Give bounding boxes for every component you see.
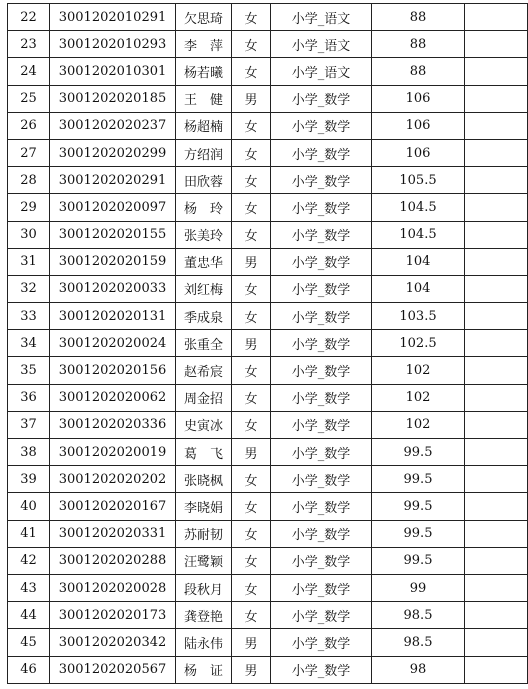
subject-cell: 小学_语文 (271, 58, 372, 85)
table-row (8, 303, 528, 330)
exam-id-cell: 3001202020288 (50, 547, 176, 574)
table-row (8, 167, 528, 194)
gender-cell: 女 (232, 31, 271, 58)
candidate-name-cell: 欠思琦 (176, 4, 232, 31)
score-cell: 102 (372, 357, 465, 384)
subject-cell: 小学_数学 (271, 439, 372, 466)
row-number-cell: 40 (8, 493, 50, 520)
empty-cell-cell (465, 629, 528, 656)
exam-id-cell: 3001202020028 (50, 574, 176, 601)
score-cell: 99.5 (372, 547, 465, 574)
score-cell: 102 (372, 384, 465, 411)
table-row (8, 520, 528, 547)
row-number-cell: 39 (8, 466, 50, 493)
exam-id-cell: 3001202020019 (50, 439, 176, 466)
subject-cell: 小学_数学 (271, 466, 372, 493)
subject-cell: 小学_数学 (271, 411, 372, 438)
empty-cell-cell (465, 4, 528, 31)
score-cell: 99.5 (372, 493, 465, 520)
row-number-cell: 27 (8, 139, 50, 166)
score-cell: 104 (372, 275, 465, 302)
table-row (8, 4, 528, 31)
gender-cell: 男 (232, 629, 271, 656)
empty-cell-cell (465, 221, 528, 248)
exam-id-cell: 3001202020062 (50, 384, 176, 411)
row-number-cell: 36 (8, 384, 50, 411)
gender-cell: 男 (232, 439, 271, 466)
gender-cell: 女 (232, 4, 271, 31)
row-number-cell: 38 (8, 439, 50, 466)
exam-id-cell: 3001202020155 (50, 221, 176, 248)
subject-cell: 小学_数学 (271, 629, 372, 656)
subject-cell: 小学_数学 (271, 275, 372, 302)
gender-cell: 女 (232, 275, 271, 302)
gender-cell: 女 (232, 357, 271, 384)
candidate-name-cell: 杨 玲 (176, 194, 232, 221)
empty-cell-cell (465, 194, 528, 221)
candidate-name-cell: 杨若曦 (176, 58, 232, 85)
empty-cell-cell (465, 58, 528, 85)
exam-id-cell: 3001202020291 (50, 167, 176, 194)
score-table (7, 3, 528, 684)
exam-id-cell: 3001202020024 (50, 330, 176, 357)
gender-cell: 女 (232, 139, 271, 166)
table-row (8, 629, 528, 656)
exam-id-cell: 3001202020159 (50, 248, 176, 275)
exam-id-cell: 3001202020131 (50, 303, 176, 330)
empty-cell-cell (465, 547, 528, 574)
row-number-cell: 26 (8, 112, 50, 139)
table-row (8, 466, 528, 493)
gender-cell: 男 (232, 248, 271, 275)
row-number-cell: 35 (8, 357, 50, 384)
subject-cell: 小学_数学 (271, 330, 372, 357)
row-number-cell: 34 (8, 330, 50, 357)
score-cell: 106 (372, 139, 465, 166)
gender-cell: 女 (232, 466, 271, 493)
row-number-cell: 33 (8, 303, 50, 330)
table-row (8, 139, 528, 166)
row-number-cell: 25 (8, 85, 50, 112)
exam-id-cell: 3001202020167 (50, 493, 176, 520)
table-row (8, 85, 528, 112)
score-cell: 102.5 (372, 330, 465, 357)
candidate-name-cell: 张重全 (176, 330, 232, 357)
score-cell: 98.5 (372, 629, 465, 656)
subject-cell: 小学_数学 (271, 656, 372, 683)
empty-cell-cell (465, 520, 528, 547)
gender-cell: 女 (232, 58, 271, 85)
candidate-name-cell: 葛 飞 (176, 439, 232, 466)
exam-id-cell: 3001202010291 (50, 4, 176, 31)
table-row (8, 574, 528, 601)
gender-cell: 女 (232, 194, 271, 221)
table-row (8, 221, 528, 248)
row-number-cell: 44 (8, 602, 50, 629)
row-number-cell: 31 (8, 248, 50, 275)
gender-cell: 女 (232, 221, 271, 248)
row-number-cell: 42 (8, 547, 50, 574)
row-number-cell: 22 (8, 4, 50, 31)
subject-cell: 小学_数学 (271, 520, 372, 547)
empty-cell-cell (465, 85, 528, 112)
score-cell: 105.5 (372, 167, 465, 194)
table-row (8, 493, 528, 520)
row-number-cell: 30 (8, 221, 50, 248)
empty-cell-cell (465, 384, 528, 411)
candidate-name-cell: 季成泉 (176, 303, 232, 330)
exam-id-cell: 3001202020097 (50, 194, 176, 221)
empty-cell-cell (465, 167, 528, 194)
row-number-cell: 46 (8, 656, 50, 683)
subject-cell: 小学_数学 (271, 384, 372, 411)
subject-cell: 小学_语文 (271, 4, 372, 31)
row-number-cell: 45 (8, 629, 50, 656)
table-row (8, 58, 528, 85)
candidate-name-cell: 苏耐韧 (176, 520, 232, 547)
table-row (8, 248, 528, 275)
empty-cell-cell (465, 303, 528, 330)
candidate-name-cell: 赵希宸 (176, 357, 232, 384)
exam-id-cell: 3001202020342 (50, 629, 176, 656)
subject-cell: 小学_数学 (271, 357, 372, 384)
empty-cell-cell (465, 466, 528, 493)
score-cell: 99.5 (372, 439, 465, 466)
subject-cell: 小学_数学 (271, 574, 372, 601)
subject-cell: 小学_数学 (271, 194, 372, 221)
exam-id-cell: 3001202010293 (50, 31, 176, 58)
empty-cell-cell (465, 112, 528, 139)
empty-cell-cell (465, 31, 528, 58)
subject-cell: 小学_数学 (271, 602, 372, 629)
table-row (8, 275, 528, 302)
row-number-cell: 29 (8, 194, 50, 221)
table-row (8, 194, 528, 221)
gender-cell: 男 (232, 85, 271, 112)
gender-cell: 女 (232, 547, 271, 574)
subject-cell: 小学_数学 (271, 248, 372, 275)
table-row (8, 384, 528, 411)
score-cell: 104.5 (372, 194, 465, 221)
empty-cell-cell (465, 574, 528, 601)
subject-cell: 小学_数学 (271, 493, 372, 520)
candidate-name-cell: 李晓娟 (176, 493, 232, 520)
gender-cell: 女 (232, 384, 271, 411)
exam-id-cell: 3001202020299 (50, 139, 176, 166)
score-cell: 104 (372, 248, 465, 275)
table-row (8, 602, 528, 629)
candidate-name-cell: 龚登艳 (176, 602, 232, 629)
subject-cell: 小学_数学 (271, 85, 372, 112)
score-cell: 104.5 (372, 221, 465, 248)
subject-cell: 小学_数学 (271, 139, 372, 166)
candidate-name-cell: 张晓枫 (176, 466, 232, 493)
subject-cell: 小学_数学 (271, 167, 372, 194)
exam-id-cell: 3001202020567 (50, 656, 176, 683)
candidate-name-cell: 田欣蓉 (176, 167, 232, 194)
candidate-name-cell: 周金招 (176, 384, 232, 411)
empty-cell-cell (465, 493, 528, 520)
score-cell: 98 (372, 656, 465, 683)
score-cell: 99.5 (372, 466, 465, 493)
candidate-name-cell: 杨 证 (176, 656, 232, 683)
score-cell: 98.5 (372, 602, 465, 629)
row-number-cell: 23 (8, 31, 50, 58)
candidate-name-cell: 陆永伟 (176, 629, 232, 656)
subject-cell: 小学_数学 (271, 221, 372, 248)
candidate-name-cell: 王 健 (176, 85, 232, 112)
candidate-name-cell: 董忠华 (176, 248, 232, 275)
empty-cell-cell (465, 357, 528, 384)
score-table-body (8, 4, 528, 684)
row-number-cell: 32 (8, 275, 50, 302)
table-row (8, 439, 528, 466)
candidate-name-cell: 刘红梅 (176, 275, 232, 302)
exam-id-cell: 3001202020185 (50, 85, 176, 112)
exam-id-cell: 3001202020331 (50, 520, 176, 547)
table-row (8, 31, 528, 58)
table-row (8, 411, 528, 438)
gender-cell: 女 (232, 520, 271, 547)
exam-id-cell: 3001202020033 (50, 275, 176, 302)
score-cell: 88 (372, 31, 465, 58)
exam-id-cell: 3001202020173 (50, 602, 176, 629)
score-cell: 103.5 (372, 303, 465, 330)
score-cell: 106 (372, 85, 465, 112)
row-number-cell: 24 (8, 58, 50, 85)
gender-cell: 男 (232, 656, 271, 683)
candidate-name-cell: 张美玲 (176, 221, 232, 248)
empty-cell-cell (465, 275, 528, 302)
gender-cell: 女 (232, 303, 271, 330)
subject-cell: 小学_数学 (271, 303, 372, 330)
gender-cell: 女 (232, 574, 271, 601)
empty-cell-cell (465, 411, 528, 438)
table-row (8, 547, 528, 574)
candidate-name-cell: 史寅冰 (176, 411, 232, 438)
exam-id-cell: 3001202020237 (50, 112, 176, 139)
gender-cell: 女 (232, 493, 271, 520)
table-row (8, 112, 528, 139)
subject-cell: 小学_数学 (271, 547, 372, 574)
empty-cell-cell (465, 656, 528, 683)
gender-cell: 女 (232, 112, 271, 139)
empty-cell-cell (465, 330, 528, 357)
empty-cell-cell (465, 139, 528, 166)
score-cell: 99.5 (372, 520, 465, 547)
score-cell: 88 (372, 4, 465, 31)
gender-cell: 女 (232, 167, 271, 194)
candidate-name-cell: 段秋月 (176, 574, 232, 601)
table-row (8, 357, 528, 384)
exam-id-cell: 3001202020202 (50, 466, 176, 493)
gender-cell: 女 (232, 602, 271, 629)
candidate-name-cell: 李 萍 (176, 31, 232, 58)
candidate-name-cell: 杨超楠 (176, 112, 232, 139)
score-cell: 99 (372, 574, 465, 601)
empty-cell-cell (465, 248, 528, 275)
exam-id-cell: 3001202010301 (50, 58, 176, 85)
candidate-name-cell: 方绍润 (176, 139, 232, 166)
gender-cell: 女 (232, 411, 271, 438)
exam-id-cell: 3001202020336 (50, 411, 176, 438)
score-cell: 88 (372, 58, 465, 85)
table-row (8, 656, 528, 683)
empty-cell-cell (465, 602, 528, 629)
subject-cell: 小学_数学 (271, 112, 372, 139)
table-row (8, 330, 528, 357)
gender-cell: 男 (232, 330, 271, 357)
subject-cell: 小学_语文 (271, 31, 372, 58)
row-number-cell: 43 (8, 574, 50, 601)
score-cell: 106 (372, 112, 465, 139)
row-number-cell: 37 (8, 411, 50, 438)
row-number-cell: 28 (8, 167, 50, 194)
exam-id-cell: 3001202020156 (50, 357, 176, 384)
candidate-name-cell: 汪鹭颖 (176, 547, 232, 574)
empty-cell-cell (465, 439, 528, 466)
row-number-cell: 41 (8, 520, 50, 547)
score-cell: 102 (372, 411, 465, 438)
